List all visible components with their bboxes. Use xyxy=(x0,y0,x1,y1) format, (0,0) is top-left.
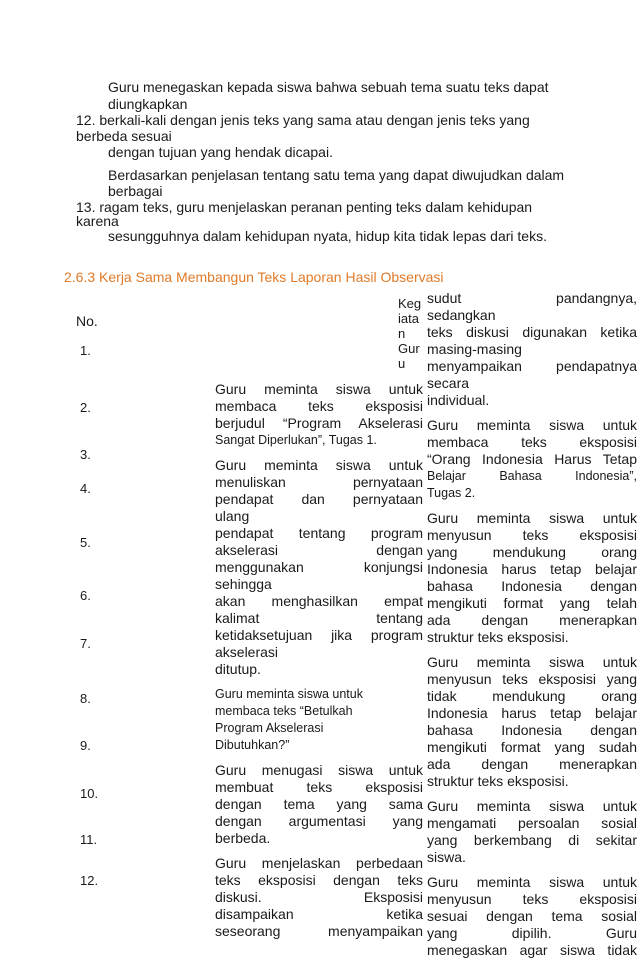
text-line: Guru meminta siswa untuk xyxy=(215,687,363,701)
text-line: Guru meminta siswa untuk xyxy=(215,457,423,473)
text-line: struktur teks eksposisi. xyxy=(427,629,569,645)
intro-line: 13. ragam teks, guru menjelaskan peranan penting teks dalam kehidupan xyxy=(76,199,533,215)
text-line: Tugas 2. xyxy=(427,486,476,500)
text-line: diskusi. Eksposisi xyxy=(215,889,423,905)
text-line: menegaskan agar siswa tidak xyxy=(427,942,637,958)
text-line: sehingga xyxy=(215,576,272,592)
row-number: 5. xyxy=(80,535,91,550)
text-line: Guru meminta siswa untuk xyxy=(427,798,637,814)
text-line: struktur teks eksposisi. xyxy=(427,773,569,789)
text-line: ditutup. xyxy=(215,661,261,677)
text-line: ulang xyxy=(215,508,250,524)
text-line: Guru meminta siswa untuk xyxy=(427,874,637,890)
text-line: individual. xyxy=(427,392,490,408)
text-line: ada dengan menerapkan xyxy=(427,612,637,628)
intro-line: sesungguhnya dalam kehidupan nyata, hidup kita tidak lepas dari teks. xyxy=(108,228,547,244)
text-line: berjudul “Program Akselerasi xyxy=(215,415,423,431)
text-line: akselerasi dengan xyxy=(215,542,423,558)
text-line: sedangkan xyxy=(427,307,496,323)
text-line: yang berkembang di sekitar xyxy=(427,832,637,848)
text-line: membuat teks eksposisi xyxy=(215,779,423,795)
text-line: tidak mendukung orang xyxy=(427,688,637,704)
text-line: kalimat tentang xyxy=(215,610,423,626)
text-line: Guru menjelaskan perbedaan xyxy=(215,855,423,871)
text-line: akselerasi xyxy=(215,644,279,660)
section-heading: 2.6.3 Kerja Sama Membangun Teks Laporan Hasil Observasi xyxy=(64,269,444,285)
text-line: secara xyxy=(427,375,470,391)
text-line: sesuai dengan tema sosial xyxy=(427,908,637,924)
text-line: teks eksposisi dengan teks xyxy=(215,872,423,888)
text-line: mengamati persoalan sosial xyxy=(427,815,637,831)
intro-line: Guru menegaskan kepada siswa bahwa sebuah tema suatu teks dapat xyxy=(108,79,549,95)
text-line: Guru meminta siswa untuk xyxy=(215,381,423,397)
text-line: pendapat tentang program xyxy=(215,525,423,541)
text-line: dengan argumentasi yang xyxy=(215,813,423,829)
row-number: 6. xyxy=(80,588,91,603)
text-line: menuliskan pernyataan xyxy=(215,474,423,490)
column-header-no: No. xyxy=(76,313,98,329)
text-line: Indonesia harus tetap belajar xyxy=(427,561,637,577)
intro-line: dengan tujuan yang hendak dicapai. xyxy=(108,144,333,160)
text-line: menyusun teks eksposisi yang xyxy=(427,671,637,687)
text-line: “Orang Indonesia Harus Tetap xyxy=(427,451,637,467)
text-line: Guru meminta siswa untuk xyxy=(427,417,637,433)
text-line: teks diskusi digunakan ketika xyxy=(427,324,637,340)
row-number: 10. xyxy=(80,786,99,801)
row-number: 4. xyxy=(80,481,91,496)
text-line: siswa. xyxy=(427,849,466,865)
text-line: Belajar Bahasa Indonesia”, xyxy=(427,469,637,483)
text-line: seseorang menyampaikan xyxy=(215,923,423,939)
text-line: ada dengan menerapkan xyxy=(427,756,637,772)
row-number: 9. xyxy=(80,738,91,753)
row-number: 7. xyxy=(80,636,91,651)
intro-line: 12. berkali-kali dengan jenis teks yang sama atau dengan jenis teks yang xyxy=(76,112,530,128)
text-line: ketidaksetujuan jika program xyxy=(215,627,423,643)
column-header-kegiatan: Keg iata n Gur u xyxy=(398,296,422,371)
text-line: mengikuti format yang sudah xyxy=(427,739,637,755)
text-line: bahasa Indonesia dengan xyxy=(427,722,637,738)
text-line: Guru meminta siswa untuk xyxy=(427,510,637,526)
text-line: Guru meminta siswa untuk xyxy=(427,654,637,670)
text-line: Indonesia harus tetap belajar xyxy=(427,705,637,721)
intro-line: Berdasarkan penjelasan tentang satu tema yang dapat diwujudkan dalam xyxy=(108,167,565,183)
text-line: akan menghasilkan empat xyxy=(215,593,423,609)
text-line: pendapat dan pernyataan xyxy=(215,491,423,507)
intro-line: berbagai xyxy=(108,183,163,199)
text-line: membaca teks eksposisi xyxy=(427,434,637,450)
text-line: Guru menugasi siswa untuk xyxy=(215,762,423,778)
intro-line: berbeda sesuai xyxy=(76,128,172,144)
text-line: bahasa Indonesia dengan xyxy=(427,578,637,594)
text-line: Program Akselerasi xyxy=(215,721,324,735)
row-number: 2. xyxy=(80,400,91,415)
row-number: 8. xyxy=(80,691,91,706)
text-line: menggunakan konjungsi xyxy=(215,559,423,575)
right-column xyxy=(427,290,637,959)
text-line: yang mendukung orang xyxy=(427,544,637,560)
row-number: 12. xyxy=(80,873,99,888)
text-line: membaca teks eksposisi xyxy=(215,398,423,414)
text-line: berbeda. xyxy=(215,830,271,846)
text-line: menyusun teks eksposisi xyxy=(427,527,637,543)
intro-line: diungkapkan xyxy=(108,96,188,112)
text-line: membaca teks “Betulkah xyxy=(215,704,353,718)
text-line: yang dipilih. Guru xyxy=(427,925,637,941)
text-line: menyusun teks eksposisi xyxy=(427,891,637,907)
intro-line: karena xyxy=(76,213,119,229)
text-line: menyampaikan pendapatnya xyxy=(427,358,637,374)
row-number: 11. xyxy=(80,832,98,847)
row-number: 3. xyxy=(80,447,91,462)
row-number: 1. xyxy=(80,343,91,358)
text-line: dengan tema yang sama xyxy=(215,796,423,812)
text-line: Sangat Diperlukan”, Tugas 1. xyxy=(215,433,377,447)
text-line: sudut pandangnya, xyxy=(427,290,637,306)
text-line: disampaikan ketika xyxy=(215,906,423,922)
text-line: masing-masing xyxy=(427,341,522,357)
middle-column xyxy=(215,381,423,940)
text-line: Dibutuhkan?” xyxy=(215,738,290,752)
text-line: mengikuti format yang telah xyxy=(427,595,637,611)
